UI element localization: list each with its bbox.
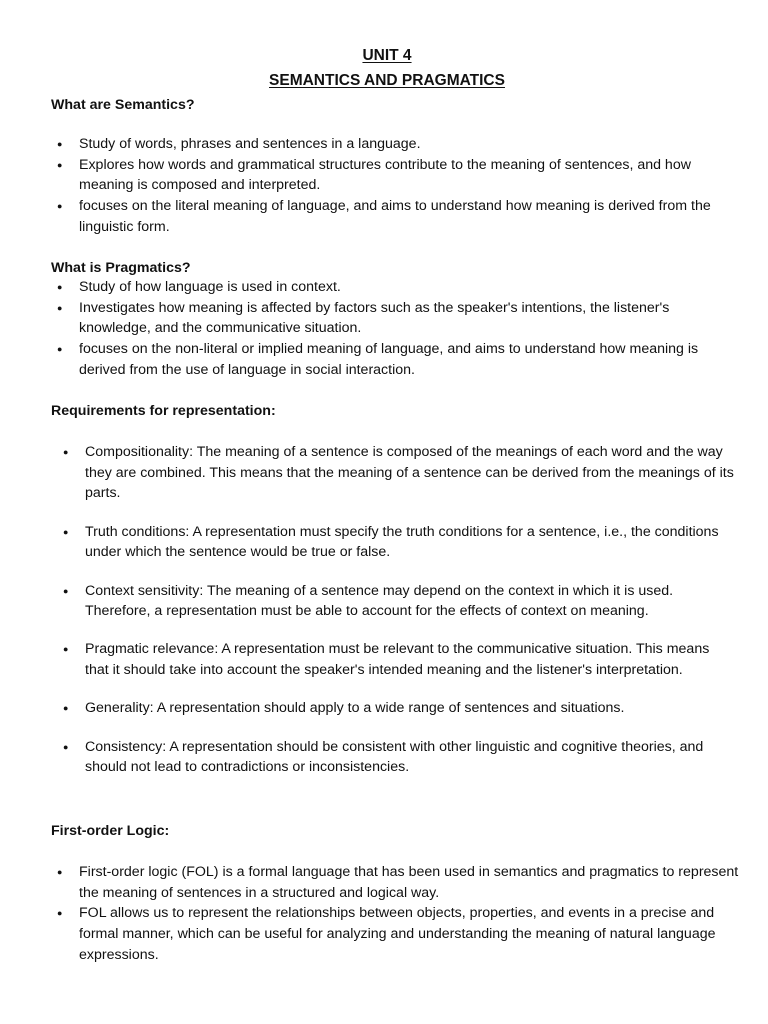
requirements-list: [85, 442, 735, 795]
list-item: ● Study of words, phrases and sentences in a language.: [79, 134, 739, 155]
pragmatics-list: [79, 277, 739, 381]
unit-title: UNIT 4: [362, 47, 412, 64]
list-item: ● Context sensitivity: The meaning of a sentence may depend on the context in which it is used. Therefore, a representation must be able to account for the effects of context on meaning.: [85, 581, 735, 622]
list-item: ● FOL allows us to represent the relationships between objects, properties, and events in a precise and formal manner, which can be useful for analyzing and understanding the meaning of natural language expressions.: [79, 903, 739, 965]
pragmatics-heading: What is Pragmatics?: [51, 260, 191, 276]
list-item: ● Investigates how meaning is affected by factors such as the speaker's intentions, the listener's knowledge, and the communicative situation.: [79, 298, 739, 339]
list-item: ● Study of how language is used in context.: [79, 277, 739, 298]
list-item: ● focuses on the literal meaning of language, and aims to understand how meaning is derived from the linguistic form.: [79, 196, 739, 237]
list-item: ● Consistency: A representation should be consistent with other linguistic and cognitive theories, and should not lead to contradictions or inconsistencies.: [85, 737, 735, 778]
list-item: ● Generality: A representation should apply to a wide range of sentences and situations.: [85, 698, 735, 719]
list-item: ● Pragmatic relevance: A representation must be relevant to the communicative situation. This means that it should take into account the speaker's intended meaning and the listener's interpretation.: [85, 639, 735, 680]
semantics-heading: What are Semantics?: [51, 97, 195, 113]
semantics-list: [79, 134, 739, 238]
page-title: SEMANTICS AND PRAGMATICS: [269, 72, 505, 89]
list-item: ● Truth conditions: A representation must specify the truth conditions for a sentence, i.e., the conditions under which the sentence would be true or false.: [85, 522, 735, 563]
list-item: ● Compositionality: The meaning of a sentence is composed of the meanings of each word and the way they are combined. This means that the meaning of a sentence can be derived from the meanings of its parts.: [85, 442, 735, 504]
fol-heading: First-order Logic:: [51, 823, 170, 839]
list-item: ● First-order logic (FOL) is a formal language that has been used in semantics and pragmatics to represent the meaning of sentences in a structured and logical way.: [79, 862, 739, 903]
list-item: ● focuses on the non-literal or implied meaning of language, and aims to understand how meaning is derived from the use of language in social interaction.: [79, 339, 739, 380]
list-item: ● Explores how words and grammatical structures contribute to the meaning of sentences, and how meaning is composed and interpreted.: [79, 155, 739, 196]
requirements-heading: Requirements for representation:: [51, 403, 276, 419]
fol-list: [79, 862, 739, 966]
